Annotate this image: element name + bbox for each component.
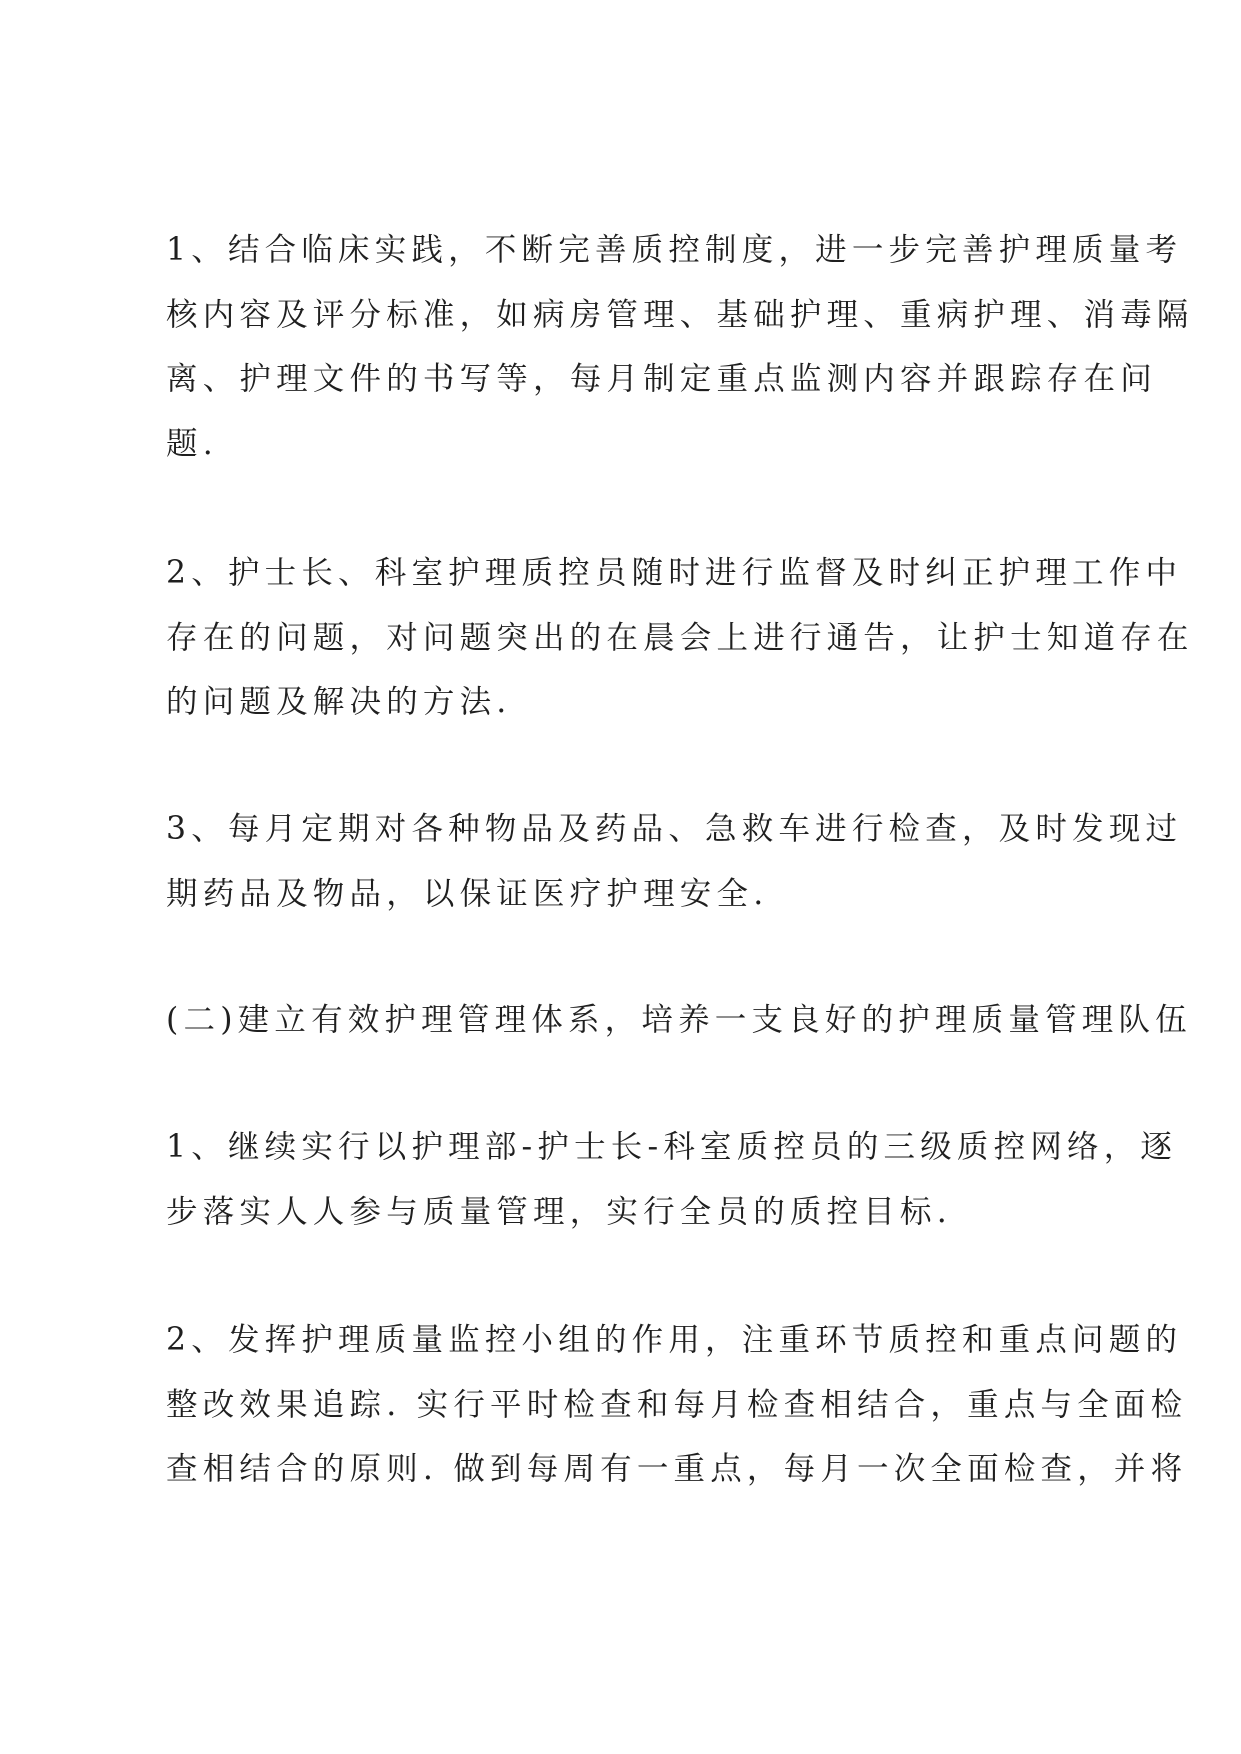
text-line: (二)建立有效护理管理体系，培养一支良好的护理质量管理队伍 xyxy=(166,1002,1192,1038)
text-line: 存在的问题，对问题突出的在晨会上进行通告，让护士知道存在 xyxy=(166,619,1194,656)
text-line: 步落实人人参与质量管理，实行全员的质控目标. xyxy=(166,1193,952,1230)
section-heading-management-system xyxy=(166,988,1192,1053)
text-line: 查相结合的原则. 做到每周有一重点，每月一次全面检查，并将 xyxy=(166,1451,1188,1487)
paragraph-monthly-inspection xyxy=(166,797,1183,926)
text-line: 核内容及评分标准，如病房管理、基础护理、重病护理、消毒隔 xyxy=(166,296,1194,333)
text-line: 题. xyxy=(166,425,218,462)
text-line: 2、护士长、科室护理质控员随时进行监督及时纠正护理工作中 xyxy=(166,555,1183,591)
text-line: 的问题及解决的方法. xyxy=(166,684,512,720)
text-line: 2、发挥护理质量监控小组的作用，注重环节质控和重点问题的 xyxy=(166,1322,1183,1358)
paragraph-supervision xyxy=(166,541,1194,735)
paragraph-monitoring-group xyxy=(166,1308,1188,1502)
text-line: 1、继续实行以护理部-护士长-科室质控员的三级质控网络，逐 xyxy=(166,1129,1178,1165)
text-line: 1、结合临床实践，不断完善质控制度，进一步完善护理质量考 xyxy=(166,232,1183,268)
paragraph-quality-control-system xyxy=(166,218,1194,476)
paragraph-three-level-network xyxy=(166,1115,1178,1244)
text-line: 3、每月定期对各种物品及药品、急救车进行检查，及时发现过 xyxy=(166,811,1183,847)
text-line: 离、护理文件的书写等，每月制定重点监测内容并跟踪存在问 xyxy=(166,361,1157,397)
text-line: 期药品及物品，以保证医疗护理安全. xyxy=(166,875,769,912)
text-line: 整改效果追踪. 实行平时检查和每月检查相结合，重点与全面检 xyxy=(166,1386,1188,1423)
